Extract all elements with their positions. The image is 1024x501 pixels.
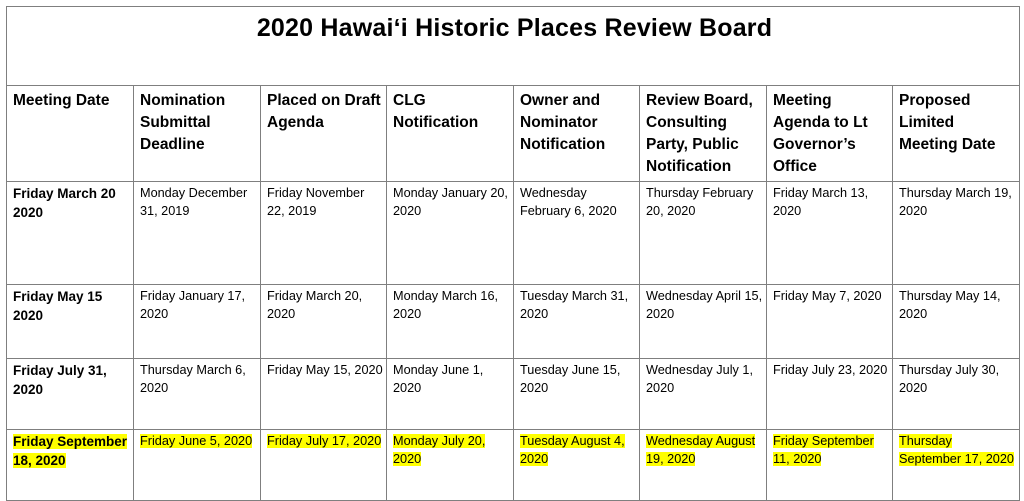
table-cell: Thursday May 14, 2020 xyxy=(899,289,1001,321)
table-cell: Friday July 23, 2020 xyxy=(773,363,888,377)
page-title: 2020 Hawaiʻi Historic Places Review Board xyxy=(256,14,773,42)
schedule-table xyxy=(6,6,1020,501)
table-cell: Wednesday July 1, 2020 xyxy=(646,363,753,395)
title-cell xyxy=(7,7,1020,86)
table-cell: Friday March 13, 2020 xyxy=(773,186,869,218)
meeting-date-cell: Friday September 18, 2020 xyxy=(13,434,128,468)
header-meeting-date: Meeting Date xyxy=(7,86,134,182)
meeting-date-cell: Friday March 20 2020 xyxy=(13,186,116,220)
table-cell: Friday May 7, 2020 xyxy=(773,289,882,303)
table-cell: Thursday September 17, 2020 xyxy=(899,434,1014,466)
table-cell: Tuesday August 4, 2020 xyxy=(520,434,625,466)
table-cell: Monday June 1, 2020 xyxy=(393,363,484,395)
table-cell: Thursday February 20, 2020 xyxy=(646,186,754,218)
table-cell: Wednesday February 6, 2020 xyxy=(520,186,617,218)
meeting-date-cell: Friday July 31, 2020 xyxy=(13,363,107,397)
table-cell: Friday June 5, 2020 xyxy=(140,434,253,448)
header-proposed-meeting-date: Proposed Limited Meeting Date xyxy=(893,86,1020,182)
table-cell: Monday July 20, 2020 xyxy=(393,434,486,466)
table-cell: Friday July 17, 2020 xyxy=(267,434,382,448)
table-cell: Thursday July 30, 2020 xyxy=(899,363,1000,395)
table-cell: Friday November 22, 2019 xyxy=(267,186,365,218)
header-owner-notification: Owner and Nominator Notification xyxy=(514,86,640,182)
header-public-notification: Review Board, Consulting Party, Public Notification xyxy=(640,86,767,182)
header-draft-agenda: Placed on Draft Agenda xyxy=(261,86,387,182)
table-row xyxy=(7,182,1020,285)
table-cell: Wednesday August 19, 2020 xyxy=(646,434,756,466)
header-row xyxy=(7,86,1020,182)
table-cell: Tuesday June 15, 2020 xyxy=(520,363,621,395)
table-cell: Thursday March 6, 2020 xyxy=(140,363,246,395)
table-row-highlighted xyxy=(7,430,1020,501)
header-nomination-deadline: Nomination Submittal Deadline xyxy=(134,86,261,182)
table-cell: Friday January 17, 2020 xyxy=(140,289,246,321)
table-cell: Monday January 20, 2020 xyxy=(393,186,508,218)
schedule-document xyxy=(6,6,1019,501)
table-cell: Thursday March 19, 2020 xyxy=(899,186,1012,218)
table-cell: Friday March 20, 2020 xyxy=(267,289,363,321)
header-agenda-to-lt-governor: Meeting Agenda to Lt Governor’s Office xyxy=(767,86,893,182)
table-cell: Monday March 16, 2020 xyxy=(393,289,499,321)
meeting-date-cell: Friday May 15 2020 xyxy=(13,289,103,323)
table-cell: Tuesday March 31, 2020 xyxy=(520,289,629,321)
header-clg-notification: CLG Notification xyxy=(387,86,514,182)
title-row xyxy=(7,7,1020,86)
table-cell: Monday December 31, 2019 xyxy=(140,186,248,218)
table-row xyxy=(7,285,1020,359)
table-cell: Friday May 15, 2020 xyxy=(267,363,383,377)
table-cell: Wednesday April 15, 2020 xyxy=(646,289,763,321)
table-row xyxy=(7,359,1020,430)
table-cell: Friday September 11, 2020 xyxy=(773,434,874,466)
